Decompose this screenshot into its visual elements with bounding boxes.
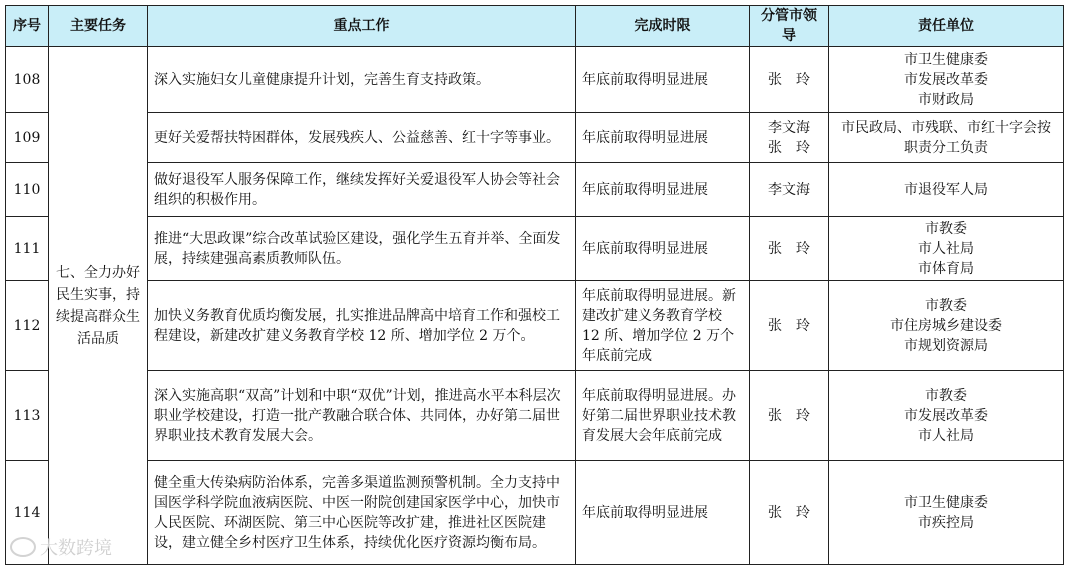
header-leader: 分管市领导 (750, 6, 829, 47)
table-row (6, 217, 1064, 281)
unit-name: 市住房城乡建设委 (890, 317, 1002, 334)
unit-name: 市教委 (925, 220, 967, 237)
deadline-text: 年底前取得明显进展。办好第二届世界职业技术教育发展大会年底前完成 (576, 371, 750, 461)
header-task: 主要任务 (49, 6, 148, 47)
unit-name: 市卫生健康委 (904, 51, 988, 68)
deadline-text: 年底前取得明显进展。新建改扩建义务教育学校 12 所、增加学位 2 万个年底前完成 (576, 281, 750, 371)
unit-name: 市财政局 (918, 91, 974, 108)
leader-cell (750, 371, 829, 461)
leader-name: 张 玲 (768, 139, 810, 156)
table-row (6, 371, 1064, 461)
unit-name: 市体育局 (918, 260, 974, 277)
row-number: 109 (6, 113, 49, 163)
unit-cell (829, 217, 1064, 281)
work-text: 深入实施高职“双高”计划和中职“双优”计划，推进高水平本科层次职业学校建设，打造一批产教融合联合体、共同体，办好第二届世界职业技术教育发展大会。 (148, 371, 576, 461)
table-row (6, 163, 1064, 217)
row-number: 114 (6, 461, 49, 565)
header-no: 序号 (6, 6, 49, 47)
unit-name: 市民政局、市残联、市红十字会按职责分工负责 (841, 119, 1051, 156)
header-row (6, 6, 1064, 47)
header-work: 重点工作 (148, 6, 576, 47)
unit-name: 市疾控局 (918, 514, 974, 531)
table-row (6, 461, 1064, 565)
unit-name: 市人社局 (918, 427, 974, 444)
leader-name: 李文海 (768, 119, 810, 136)
leader-cell (750, 281, 829, 371)
table-row (6, 113, 1064, 163)
unit-name: 市教委 (925, 297, 967, 314)
unit-name: 市教委 (925, 387, 967, 404)
unit-name: 市卫生健康委 (904, 494, 988, 511)
leader-name: 张 玲 (768, 504, 810, 521)
unit-name: 市发展改革委 (904, 71, 988, 88)
work-text: 深入实施妇女儿童健康提升计划，完善生育支持政策。 (148, 47, 576, 113)
leader-name: 张 玲 (768, 71, 810, 88)
work-text: 做好退役军人服务保障工作，继续发挥好关爱退役军人协会等社会组织的积极作用。 (148, 163, 576, 217)
unit-cell (829, 371, 1064, 461)
unit-cell (829, 281, 1064, 371)
work-text: 推进“大思政课”综合改革试验区建设，强化学生五育并举、全面发展，持续建强高素质教师队伍。 (148, 217, 576, 281)
unit-cell (829, 163, 1064, 217)
leader-cell (750, 47, 829, 113)
work-text: 加快义务教育优质均衡发展，扎实推进品牌高中培育工作和强校工程建设，新建改扩建义务教育学校 12 所、增加学位 2 万个。 (148, 281, 576, 371)
deadline-text: 年底前取得明显进展 (576, 113, 750, 163)
watermark-logo-icon (10, 537, 36, 557)
deadline-text: 年底前取得明显进展 (576, 461, 750, 565)
unit-name: 市退役军人局 (904, 181, 988, 198)
unit-cell (829, 47, 1064, 113)
header-deadline: 完成时限 (576, 6, 750, 47)
task-group: 七、全力办好民生实事，持续提高群众生活品质 (49, 47, 148, 565)
leader-cell (750, 113, 829, 163)
unit-name: 市人社局 (918, 240, 974, 257)
watermark (10, 534, 112, 560)
deadline-text: 年底前取得明显进展 (576, 47, 750, 113)
task-table (5, 5, 1064, 565)
leader-name: 张 玲 (768, 407, 810, 424)
unit-cell (829, 113, 1064, 163)
row-number: 113 (6, 371, 49, 461)
leader-cell (750, 163, 829, 217)
deadline-text: 年底前取得明显进展 (576, 163, 750, 217)
table-body (6, 47, 1064, 565)
row-number: 112 (6, 281, 49, 371)
unit-cell (829, 461, 1064, 565)
table-row (6, 47, 1064, 113)
row-number: 110 (6, 163, 49, 217)
leader-cell (750, 217, 829, 281)
work-text: 健全重大传染病防治体系，完善多渠道监测预警机制。全力支持中国医学科学院血液病医院、中医一附院创建国家医学中心，加快市人民医院、环湖医院、第三中心医院等改扩建，推进社区医院建设，建立健全乡村医疗卫生体系，持续优化医疗资源均衡布局。 (148, 461, 576, 565)
header-unit: 责任单位 (829, 6, 1064, 47)
deadline-text: 年底前取得明显进展 (576, 217, 750, 281)
work-text: 更好关爱帮扶特困群体，发展残疾人、公益慈善、红十字等事业。 (148, 113, 576, 163)
table-row (6, 281, 1064, 371)
row-number: 111 (6, 217, 49, 281)
unit-name: 市规划资源局 (904, 337, 988, 354)
leader-name: 李文海 (768, 181, 810, 198)
row-number: 108 (6, 47, 49, 113)
leader-name: 张 玲 (768, 240, 810, 257)
leader-cell (750, 461, 829, 565)
unit-name: 市发展改革委 (904, 407, 988, 424)
leader-name: 张 玲 (768, 317, 810, 334)
watermark-text: 大数跨境 (40, 538, 112, 559)
